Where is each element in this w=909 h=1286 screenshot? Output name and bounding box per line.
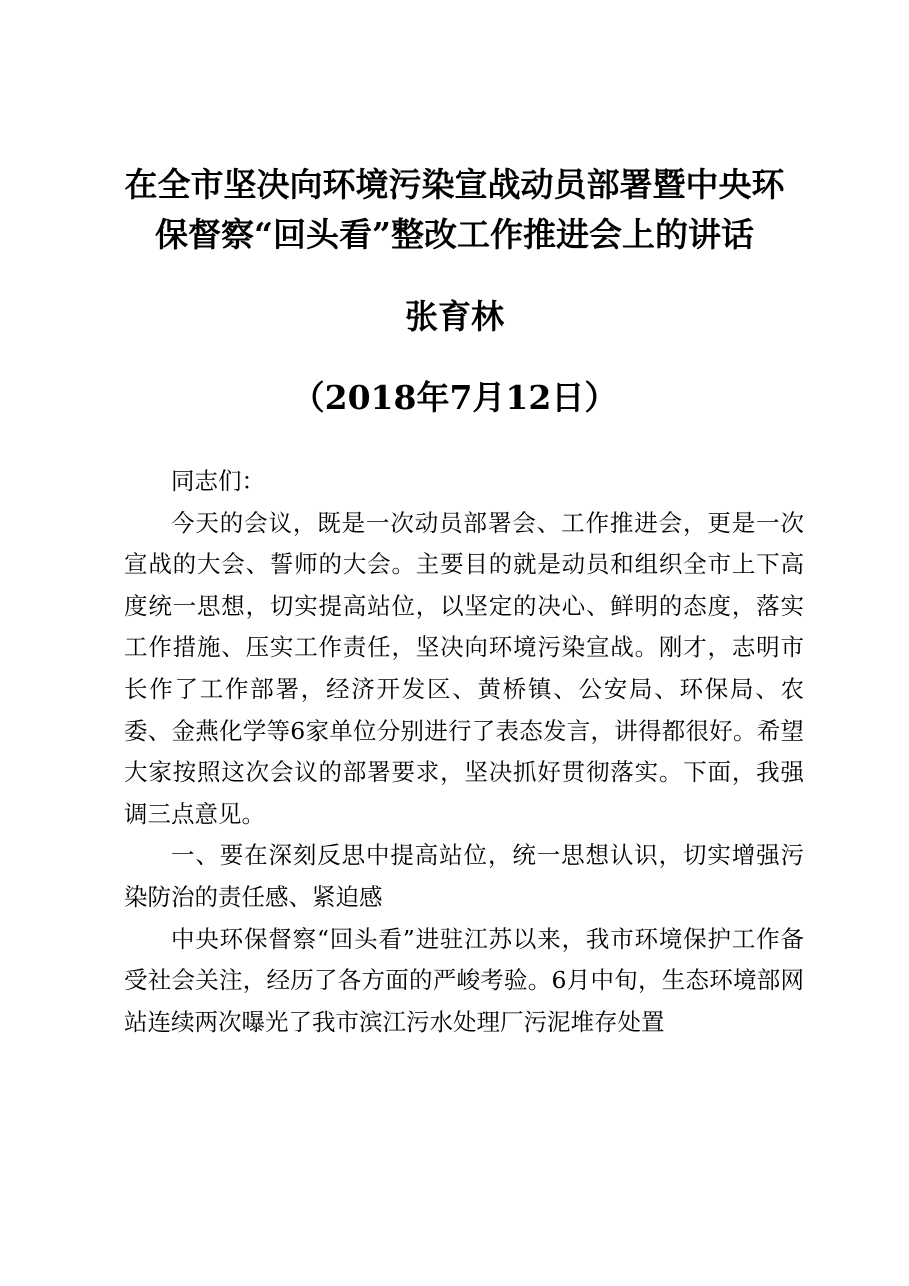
author-name: 张育林 xyxy=(405,297,504,336)
salutation: 同志们： xyxy=(171,467,265,495)
body-paragraph: 中央环保督察“回头看”进驻江苏以来，我市环境保护工作备受社会关注，经历了各方面的严峻考验。6月中旬，生态环境部网站连续两次曝光了我市滨江污水处理厂污泥堆存处置 xyxy=(124,924,804,1036)
title-line-1: 在全市坚决向环境污染宣战动员部署暨中央环 xyxy=(124,165,785,204)
section-heading: 一、要在深刻反思中提高站位，统一思想认识，切实增强污染防治的责任感、紧迫感 xyxy=(124,841,804,911)
speech-date: （2018年7月12日） xyxy=(291,378,618,417)
body-paragraph: 今天的会议，既是一次动员部署会、工作推进会，更是一次宣战的大会、誓师的大会。主要目的就是动员和组织全市上下高度统一思想，切实提高站位，以坚定的决心、鲜明的态度，落实工作措施、压实工作责任，坚决向环境污染宣战。刚才，志明市长作了工作部署，经济开发区、黄桥镇、公安局、环保局、农委、金燕化学等6家单位分别进行了表态发言，讲得都很好。希望大家按照这次会议的部署要求，坚决抓好贯彻落实。下面，我强调三点意见。 xyxy=(124,508,804,828)
document-title xyxy=(100,160,809,260)
document-body xyxy=(124,461,804,1043)
title-line-2: 保督察“回头看”整改工作推进会上的讲话 xyxy=(155,215,754,254)
